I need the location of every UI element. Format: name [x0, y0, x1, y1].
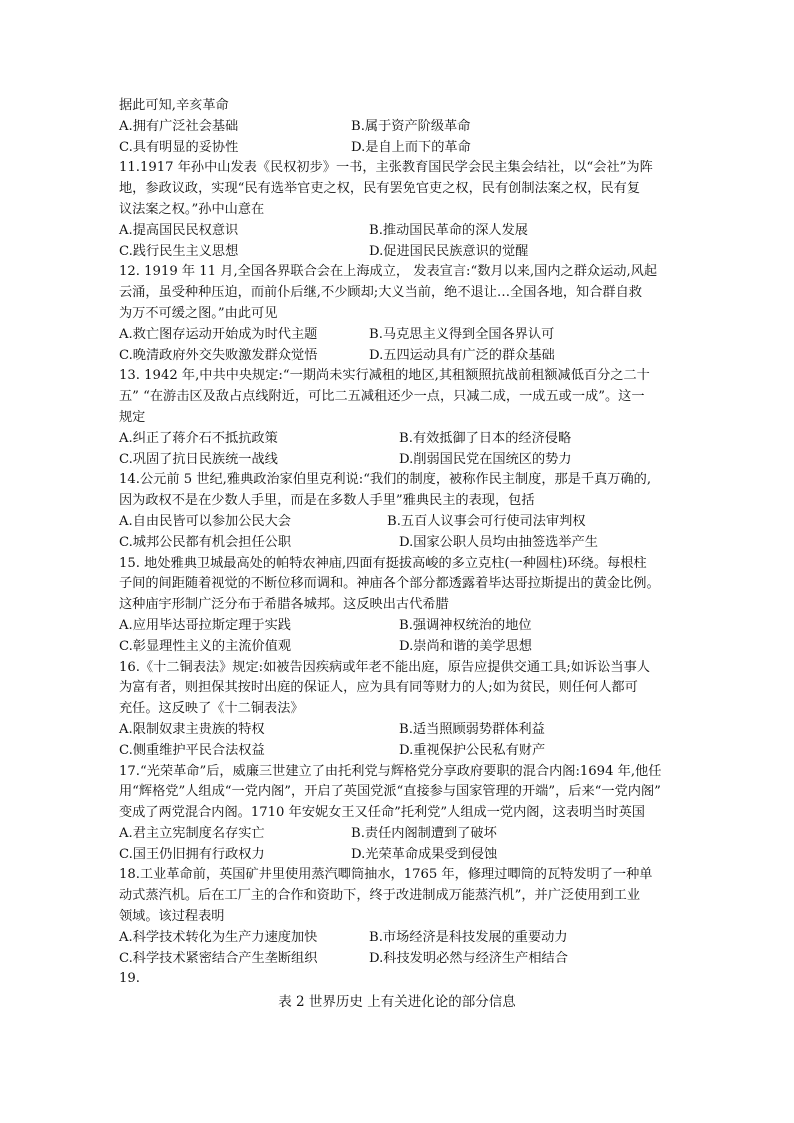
option-c: C.科学技术紧密结合产生垄断组织	[119, 950, 318, 966]
option-c: C.晚清政府外交失败激发群众觉悟	[119, 347, 318, 363]
question-12-line: 云涌，虽受种种压迫，而前仆后继,不少顾却;大义当前，绝不退让…全国各地，知合群自救	[119, 285, 642, 301]
option-a: A.救亡图存运动开始成为时代主题	[119, 326, 318, 342]
question-15-line: 15. 地处雅典卫城最高处的帕特农神庙,四面有挺拔高峻的多立克柱(一种圆柱)环绕。每根柱	[119, 555, 647, 571]
option-row	[119, 346, 691, 367]
question-11-line: 地，参政议政，实现“民有选举官吏之权，民有罢免官吏之权，民有创制法案之权，民有复	[119, 181, 641, 197]
option-c: C.侧重维护平民合法权益	[119, 742, 265, 758]
option-row	[119, 221, 691, 242]
question-12-line: 12. 1919 年 11 月,全国各界联合会在上海成立， 发表宣言:“数月以来,国内之群众运动,风起	[119, 264, 658, 280]
question-12-line: 为万不可缓之图。”由此可见	[119, 305, 278, 321]
question-18-line: 动式蒸汽机。后在工厂主的合作和资助下，终于改进制成万能蒸汽机”，并广泛使用到工业	[119, 888, 641, 904]
option-d: D.五四运动具有广泛的群众基础	[369, 347, 555, 363]
question-13-line: 13. 1942 年,中共中央规定:“一期尚未实行减租的地区,其租额照抗战前租额减低百分之二十	[119, 368, 650, 384]
option-a: A.自由民皆可以参加公民大会	[119, 513, 291, 529]
option-a: A.限制奴隶主贵族的特权	[119, 721, 265, 737]
question-14-line: 14.公元前 5 世纪,雅典政治家伯里克利说:“我们的制度，被称作民主制度，那是千真万确的,	[119, 472, 652, 488]
question-17-line: 变成了两党混合内阁。1710 年安妮女王又任命”托利党”人组成一党内阁，这表明当时英国	[119, 805, 645, 821]
option-d: D.削弱国民党在国统区的势力	[399, 451, 572, 467]
option-row	[119, 242, 691, 263]
option-b: B.五百人议事会可行使司法审判权	[387, 513, 586, 529]
option-d: D.国家公职人员均由抽签选举产生	[399, 534, 598, 550]
text-line: 据此可知,辛亥革命	[119, 98, 229, 113]
option-d: D.光荣革命成果受到侵蚀	[351, 846, 498, 862]
option-b: B.市场经济是科技发展的重要动力	[369, 929, 568, 945]
option-row	[119, 616, 691, 637]
option-row	[119, 117, 691, 138]
option-row	[119, 512, 691, 533]
option-b: B.责任内阁制遭到了破坏	[351, 825, 497, 841]
option-row	[119, 533, 691, 554]
option-row	[119, 429, 691, 450]
option-row	[119, 138, 691, 159]
question-17-line: 用“辉格党”人组成“一党内阁”，开启了英国党派“直接参与国家管理的开端”，后来“一党内阁”	[119, 784, 661, 800]
option-c: C.巩固了抗日民族统一战线	[119, 451, 278, 467]
question-11-line: 议法案之权。”孙中山意在	[119, 201, 265, 217]
option-b: B.推动国民革命的深人发展	[369, 222, 528, 238]
question-17-line: 17.“光荣革命”后，威廉三世建立了由托利党与辉格党分享政府要职的混合内阁:1694 年,他任	[119, 763, 662, 779]
option-a: A.君主立宪制度名存实亡	[119, 825, 265, 841]
option-b: B.马克思主义得到全国各界认可	[369, 326, 555, 342]
option-d: D.科技发明必然与经济生产相结合	[369, 950, 568, 966]
table-caption: 表 2 世界历史 上有关进化论的部分信息	[278, 994, 516, 1010]
option-b: B.适当照顾弱势群体利益	[399, 721, 545, 737]
option-b: B.有效抵御了日本的经济侵略	[399, 430, 572, 446]
option-d: D.是自上而下的革命	[351, 139, 471, 155]
question-11-line: 11.1917 年孙中山发表《民权初步》一书，主张教育国民学会民主集会结社，以“会社”为阵	[119, 160, 653, 176]
option-c: C.具有明显的妥协性	[119, 139, 239, 155]
option-row	[119, 928, 691, 949]
option-b: B.强调神权统治的地位	[399, 617, 532, 633]
option-row	[119, 720, 691, 741]
option-a: A.拥有广泛社会基础	[119, 118, 239, 134]
option-c: C.城邦公民都有机会担任公职	[119, 534, 292, 550]
question-15-line: 子间的间距随着视觉的不断位移而调和。神庙各个部分都透露着毕达哥拉斯提出的黄金比例。	[119, 576, 660, 592]
option-c: C.践行民生主义思想	[119, 243, 239, 259]
option-a: A.应用毕达哥拉斯定理于实践	[119, 617, 291, 633]
exam-page	[119, 96, 691, 990]
question-18-line: 18.工业革命前，英国矿井里使用蒸汽唧筒抽水，1765 年，修理过唧筒的瓦特发明了一种单	[119, 867, 653, 883]
option-a: A.科学技术转化为生产力速度加快	[119, 929, 318, 945]
question-16-line: 为富有者，则担保其按时出庭的保证人，应为具有同等财力的人;如为贫民，则任何人都可	[119, 680, 638, 696]
question-18-line: 领域。该过程表明	[119, 909, 225, 925]
option-a: A.提高国民民权意识	[119, 222, 239, 238]
option-row	[119, 949, 691, 970]
option-row	[119, 824, 691, 845]
option-row	[119, 845, 691, 866]
question-13-line: 五” “在游击区及敌占点线附近，可比二五减租还少一点，只减二成，一成五或一成”。这一	[119, 389, 645, 405]
question-13-line: 规定	[119, 409, 146, 425]
question-15-line: 这种庙宇形制广泛分布于希腊各城邦。这反映出古代希腊	[119, 597, 449, 613]
option-d: D.重视保护公民私有财产	[399, 742, 546, 758]
question-16-line: 16.《十二铜表法》规定:如被告因疾病或年老不能出庭，原告应提供交通工具;如诉讼当事人	[119, 659, 650, 675]
option-d: D.促进国民民族意识的觉醒	[369, 243, 529, 259]
option-a: A.纠正了蒋介石不抵抗政策	[119, 430, 278, 446]
question-19-number: 19.	[119, 971, 140, 987]
question-14-line: 因为政权不是在少数人手里，而是在多数人手里”雅典民主的表现，包括	[119, 493, 535, 509]
option-c: C.国王仍旧拥有行政权力	[119, 846, 265, 862]
option-row	[119, 450, 691, 471]
option-d: D.崇尚和谐的美学思想	[399, 638, 532, 654]
option-row	[119, 741, 691, 762]
question-16-line: 充任。这反映了《十二铜表法》	[119, 701, 304, 717]
option-c: C.彰显理性主义的主流价值观	[119, 638, 292, 654]
option-row	[119, 325, 691, 346]
option-row	[119, 637, 691, 658]
option-b: B.属于资产阶级革命	[351, 118, 471, 134]
